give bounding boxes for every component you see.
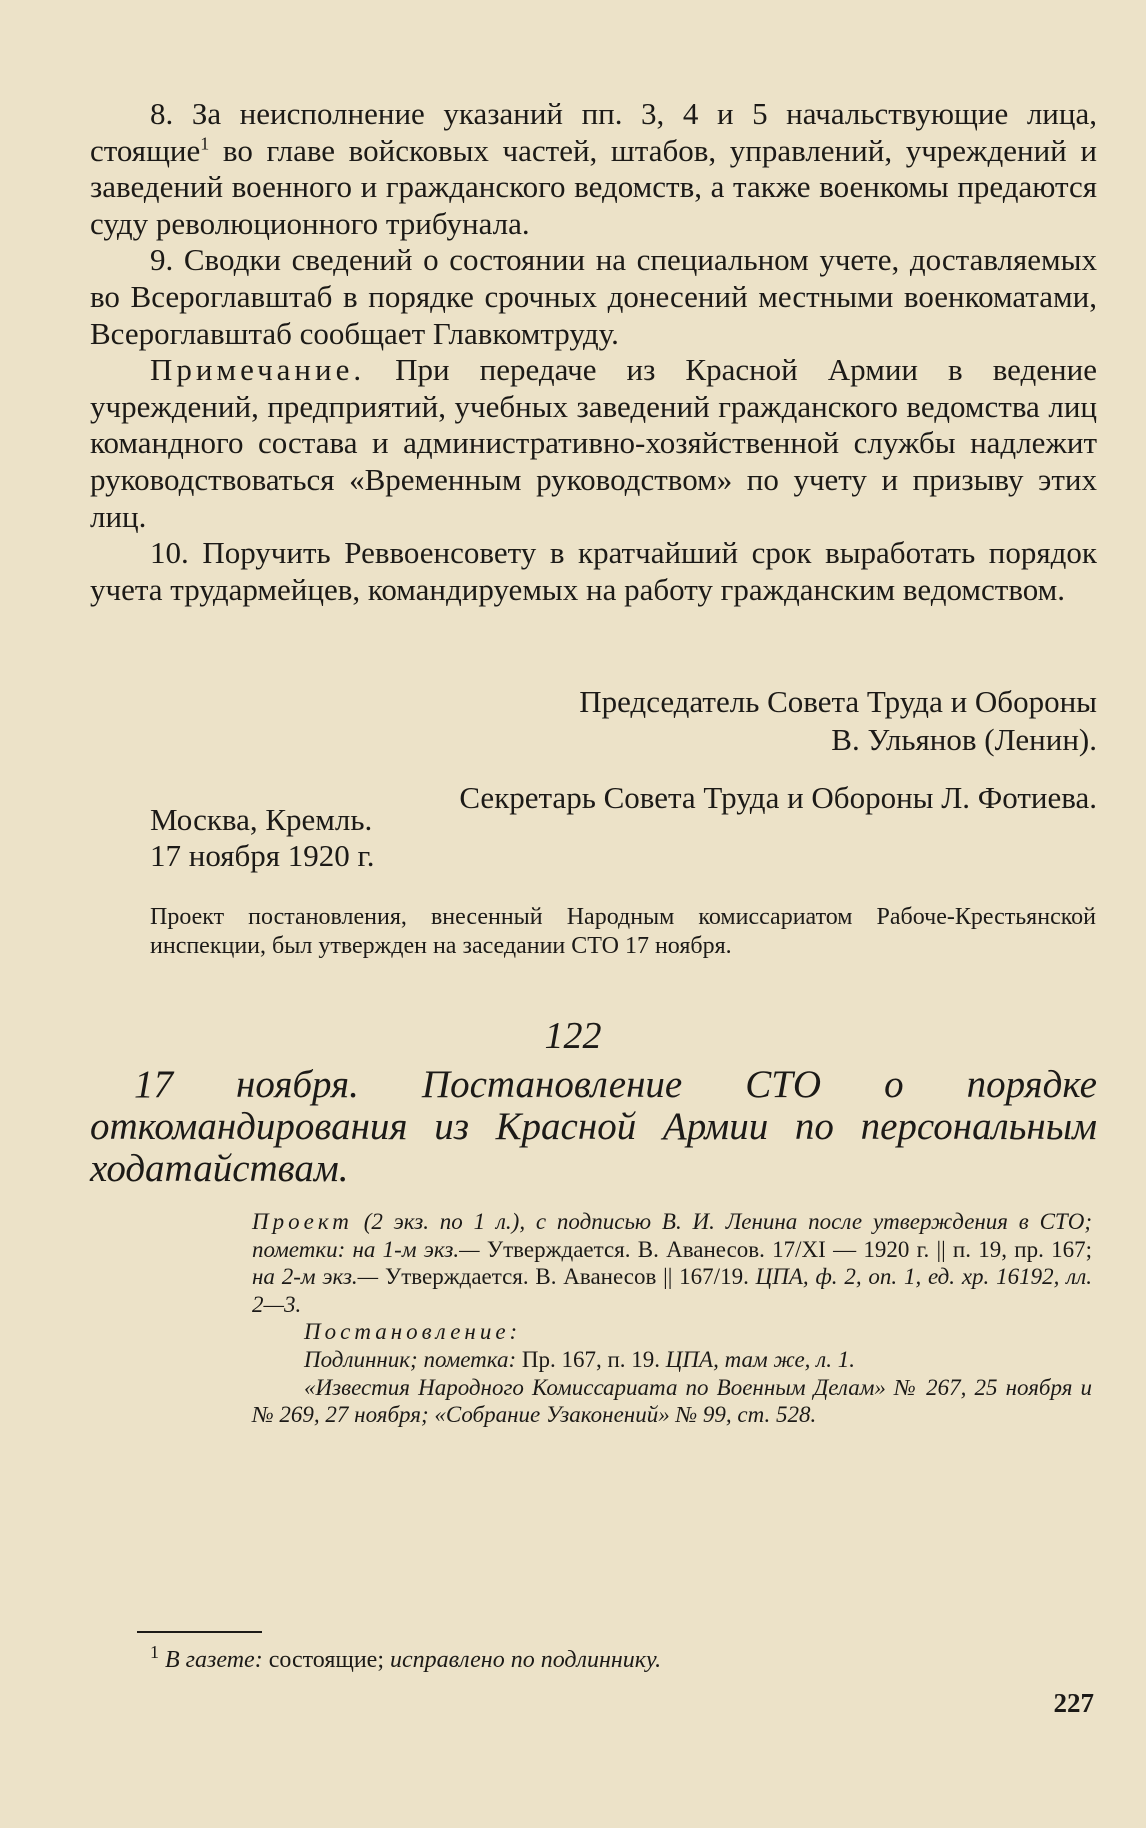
proekt-label: Проект — [252, 1209, 353, 1234]
secretary-line: Секретарь Совета Труда и Обороны Л. Фотиева. — [459, 780, 1097, 815]
proekt-desc: (2 экз. по 1 л.), с подписью В. И. Ленина после утверждения в СТО; пометки: на 1-м экз.— — [252, 1209, 1092, 1262]
proekt-archive: ЦПА, ф. 2, оп. 1, ед. хр. 16192, лл. 2—3. — [252, 1264, 1092, 1317]
source-block — [252, 1208, 1092, 1429]
proekt-mark-2: Утверждается. В. Аванесов || 167/19. — [384, 1264, 756, 1290]
orig-archive: ЦПА, там же, л. 1. — [665, 1346, 855, 1372]
paragraph-9: 9. Сводки сведений о состоянии на специальном учете, доставляемых во Всероглавштаб в порядке срочных донесений местными военкоматами, Всероглавштаб сообщает Главкомтруду. — [90, 242, 1097, 351]
note-text: При передаче из Красной Армии в ведение учреждений, предприятий, учебных заведений гражданского ведомства лиц командного состава и административно-хозяйственной службы надлежит руководствоваться «Временным руководством» по учету и призыву этих лиц. — [90, 352, 1097, 534]
date: 17 ноября 1920 г. — [150, 838, 375, 873]
editorial-note: Проект постановления, внесенный Народным комиссариатом Рабоче-Крестьянской инспекции, был утвержден на заседании СТО 17 ноября. — [150, 904, 1096, 959]
post-label: Постановление: — [304, 1319, 522, 1345]
proekt-mark-1: Утверждается. В. Аванесов. 17/XI — 1920 г. || п. 19, пр. 167; — [486, 1236, 1092, 1262]
orig-desc: Подлинник; пометка: — [304, 1346, 522, 1372]
footnote-c: исправлено по подлиннику. — [390, 1647, 662, 1673]
paragraph-8-text-cont: во главе войсковых частей, штабов, управлений, учреждений и заведений военного и гражданского ведомств, а также военкомы предаются суду революционного трибунала. — [90, 132, 1097, 241]
main-text — [90, 96, 1097, 608]
note-paragraph — [90, 352, 1097, 535]
paragraph-8-text: 8. За неисполнение указаний пп. 3, 4 и 5 начальствующие лица, стоящие — [90, 96, 1097, 168]
document-title: 17 ноября. Постановление СТО о порядке откомандирования из Красной Армии по персональным ходатайствам. — [90, 1063, 1097, 1190]
chair-name: В. Ульянов (Ленин). — [831, 722, 1097, 757]
chair-title: Председатель Совета Труда и Обороны — [579, 684, 1097, 719]
footnote-mark: 1 — [150, 1642, 159, 1662]
signatures — [90, 684, 1097, 816]
paragraph-8 — [90, 96, 1097, 242]
document-number: 122 — [544, 1015, 602, 1057]
place-date — [150, 802, 375, 874]
source-original — [252, 1346, 1092, 1374]
footnote-ref: 1 — [200, 133, 210, 154]
note-label: Примечание. — [150, 352, 366, 388]
paragraph-10: 10. Поручить Реввоенсовету в кратчайший срок выработать порядок учета трудармейцев, командируемых на работу гражданским ведомством. — [90, 535, 1097, 607]
source-proekt — [252, 1208, 1092, 1318]
footnote — [150, 1642, 662, 1674]
proekt-copy-2: на 2-м экз.— — [252, 1264, 385, 1290]
footnote-divider — [137, 1631, 262, 1633]
source-publication: «Известия Народного Комиссариата по Военным Делам» № 267, 25 ноября и № 269, 27 ноября; «Собрание Узаконений» № 99, ст. 528. — [252, 1374, 1092, 1428]
source-post-label — [252, 1318, 1092, 1346]
orig-mark: Пр. 167, п. 19. — [521, 1346, 666, 1372]
page-number: 227 — [1053, 1688, 1094, 1718]
location: Москва, Кремль. — [150, 802, 373, 837]
footnote-a: В газете: — [159, 1647, 269, 1673]
footnote-b: состоящие; — [268, 1647, 391, 1673]
